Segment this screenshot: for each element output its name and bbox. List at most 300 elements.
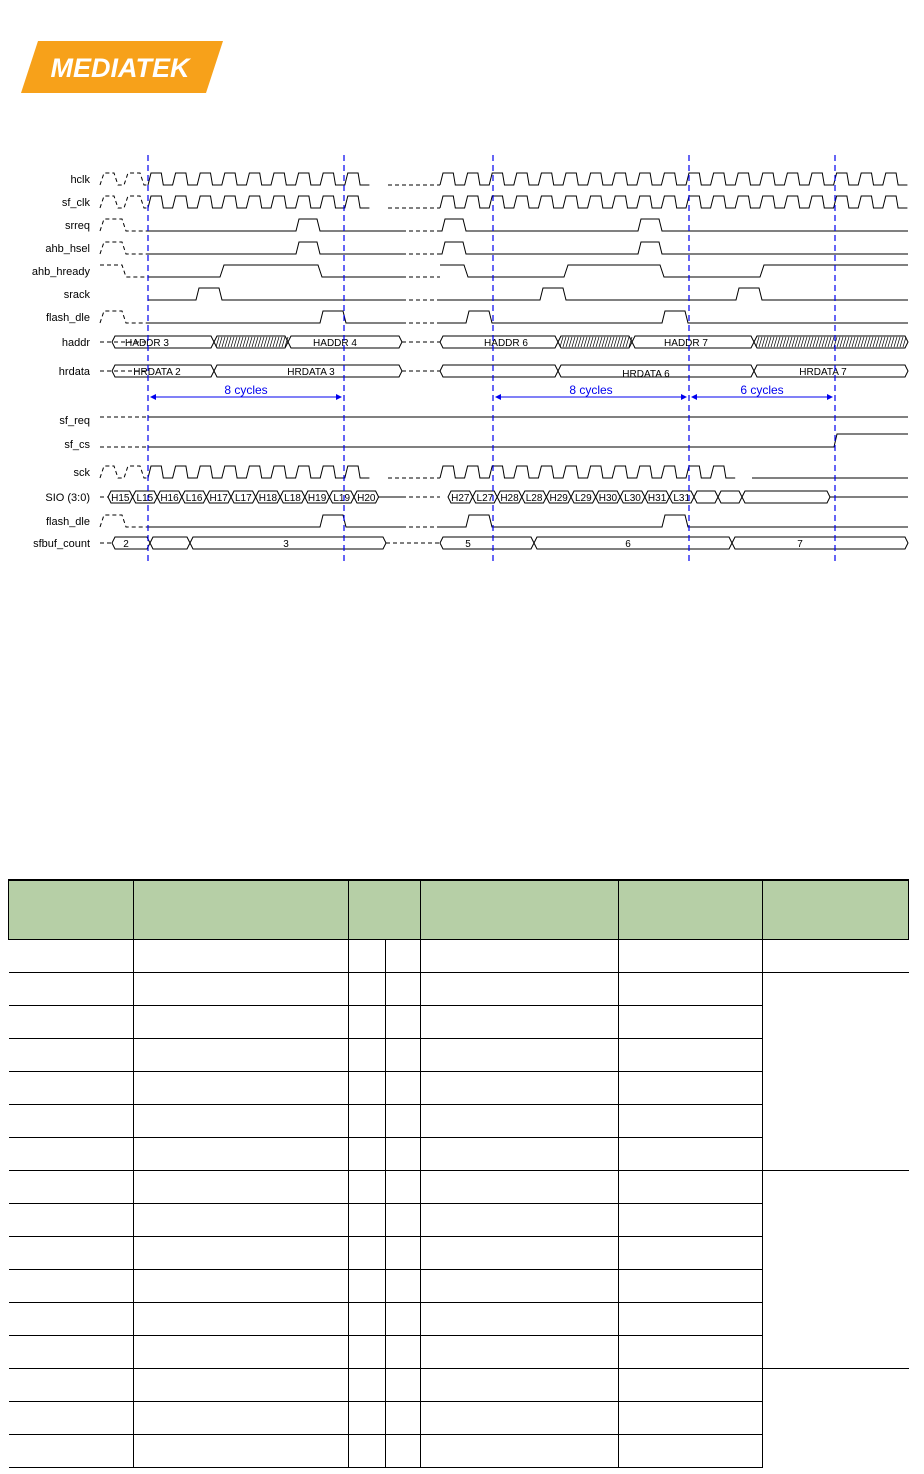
hatch-line	[822, 337, 825, 347]
table-cell	[134, 1369, 349, 1402]
table-cell	[9, 1303, 134, 1336]
mediatek-logo	[20, 40, 224, 94]
hatch-line	[614, 337, 617, 347]
srreq-wave	[440, 219, 908, 231]
table-cell	[386, 1138, 421, 1171]
hatch-line	[864, 337, 867, 347]
table-cell	[9, 1435, 134, 1468]
table-cell	[619, 1105, 763, 1138]
table-header-row	[9, 880, 909, 940]
sfbuf-segment	[112, 537, 150, 549]
haddr-label: HADDR 4	[313, 338, 357, 349]
signal-label: hrdata	[58, 366, 90, 378]
signal-label: flash_dle	[45, 312, 90, 324]
hatch-line	[789, 337, 792, 347]
table-header-cell	[619, 880, 763, 940]
srreq-wave	[148, 219, 402, 231]
cycle-label: 8 cycles	[569, 383, 613, 397]
table-cell	[619, 1006, 763, 1039]
table-cell	[349, 1336, 386, 1369]
table-cell	[421, 1171, 619, 1204]
signal-label: hclk	[70, 174, 90, 186]
signal-label: sf_req	[59, 415, 90, 427]
table-cell	[134, 973, 349, 1006]
table-cell	[134, 1072, 349, 1105]
hatch-line	[786, 337, 789, 347]
table-cell	[386, 1435, 421, 1468]
signal-label: sf_clk	[61, 197, 90, 209]
table-cell	[9, 1204, 134, 1237]
hatch-line	[798, 337, 801, 347]
hatch-line	[270, 337, 273, 347]
hatch-line	[777, 337, 780, 347]
table-cell	[619, 1336, 763, 1369]
table-cell	[421, 940, 619, 973]
hatch-line	[894, 337, 897, 347]
table-header-cell	[763, 880, 909, 940]
hrdata-segment	[440, 365, 558, 377]
hatch-line	[885, 337, 888, 347]
hatch-line	[840, 337, 843, 347]
hrdata-label: HRDATA 6	[622, 369, 670, 380]
table-header-cell	[9, 880, 134, 940]
sfbuf-segment	[732, 537, 908, 549]
table-cell	[134, 1270, 349, 1303]
hatch-line	[807, 337, 810, 347]
table-cell	[619, 1138, 763, 1171]
table-cell	[421, 1006, 619, 1039]
hatch-line	[626, 337, 629, 347]
hatch-line	[566, 337, 569, 347]
srreq-wave-pre	[100, 219, 148, 231]
haddr-label: HADDR 7	[664, 338, 708, 349]
hatch-line	[903, 337, 906, 347]
hatch-line	[783, 337, 786, 347]
register-table	[8, 879, 909, 1468]
hatch-line	[828, 337, 831, 347]
table-cell	[763, 973, 909, 1171]
table-cell	[349, 1105, 386, 1138]
sio-label: H18	[258, 493, 278, 504]
cycle-arrow-head	[495, 394, 501, 400]
hatch-line	[759, 337, 762, 347]
hatch-line	[590, 337, 593, 347]
hatch-line	[849, 337, 852, 347]
clock-wave	[148, 173, 369, 185]
hatch-line	[596, 337, 599, 347]
flash-dle2-wave-pre	[100, 515, 148, 527]
table-cell	[386, 1402, 421, 1435]
sfbuf-label: 6	[625, 539, 631, 550]
table-cell	[386, 1039, 421, 1072]
hatch-line	[219, 337, 222, 347]
table-cell	[421, 1336, 619, 1369]
hatch-line	[252, 337, 255, 347]
brand-name: MEDIATEK	[50, 53, 190, 83]
table-cell	[134, 940, 349, 973]
sio-label: H29	[549, 493, 568, 504]
table-cell	[134, 1237, 349, 1270]
hatch-line	[273, 337, 276, 347]
hatch-line	[608, 337, 611, 347]
flash-dle-wave-pre	[100, 311, 148, 323]
table-cell	[619, 1039, 763, 1072]
sio-label: H31	[647, 493, 667, 504]
table-cell	[619, 1204, 763, 1237]
hrdata-label: HRDATA 2	[133, 367, 181, 378]
hatch-line	[279, 337, 282, 347]
table-cell	[134, 1105, 349, 1138]
table-cell	[349, 1270, 386, 1303]
table-cell	[349, 1204, 386, 1237]
timing-diagram	[0, 150, 924, 570]
sio-label: L31	[673, 493, 691, 504]
sio-label: H15	[111, 493, 130, 504]
table-cell	[9, 1171, 134, 1204]
sck-wave	[440, 466, 735, 478]
signal-label: flash_dle	[45, 516, 90, 528]
hatch-line	[623, 337, 626, 347]
hatch-line	[243, 337, 246, 347]
sio-label: H30	[598, 493, 618, 504]
table-cell	[134, 1039, 349, 1072]
clock-wave	[440, 196, 907, 208]
hatch-line	[228, 337, 231, 347]
signal-labels	[32, 174, 91, 550]
table-cell	[619, 1435, 763, 1468]
sio-slot	[742, 491, 830, 503]
hatch-line	[897, 337, 900, 347]
sfbuf-label: 2	[123, 539, 129, 550]
signal-label: sfbuf_count	[33, 538, 90, 550]
table-cell	[763, 940, 909, 973]
table-cell	[386, 1336, 421, 1369]
hatch-line	[258, 337, 261, 347]
hatch-line	[879, 337, 882, 347]
table-row	[9, 1171, 909, 1204]
signal-label: sck	[73, 467, 90, 479]
clock-wave	[440, 173, 907, 185]
table-row	[9, 1369, 909, 1402]
hatch-line	[846, 337, 849, 347]
hatch-line	[843, 337, 846, 347]
hatch-line	[762, 337, 765, 347]
cycle-arrow-head	[691, 394, 697, 400]
hatch-line	[900, 337, 903, 347]
table-cell	[349, 1138, 386, 1171]
table-cell	[349, 1237, 386, 1270]
hatch-line	[891, 337, 894, 347]
hatch-line	[216, 337, 219, 347]
hatch-line	[560, 337, 563, 347]
sfbuf-label: 5	[465, 539, 471, 550]
table-cell	[9, 1237, 134, 1270]
hatch-line	[617, 337, 620, 347]
table-cell	[421, 1237, 619, 1270]
sio-label: H19	[307, 493, 327, 504]
cycle-arrow-head	[681, 394, 687, 400]
table-cell	[9, 1039, 134, 1072]
table-cell	[9, 1105, 134, 1138]
hatch-line	[237, 337, 240, 347]
table-cell	[763, 1369, 909, 1468]
table-cell	[421, 1105, 619, 1138]
hatch-line	[261, 337, 264, 347]
table-cell	[619, 973, 763, 1006]
haddr-label: HADDR 6	[484, 338, 528, 349]
sio-label: L19	[333, 493, 351, 504]
hatch-line	[572, 337, 575, 347]
table-cell	[134, 1435, 349, 1468]
table-cell	[349, 1369, 386, 1402]
hatch-line	[873, 337, 876, 347]
sf-cs-wave	[148, 434, 908, 447]
sio-slot	[718, 491, 742, 503]
signal-label: ahb_hready	[31, 266, 90, 278]
hatch-line	[888, 337, 891, 347]
table-cell	[349, 1303, 386, 1336]
table-cell	[9, 1138, 134, 1171]
table-cell	[349, 1006, 386, 1039]
sio-label: H28	[500, 493, 519, 504]
hatch-line	[578, 337, 581, 347]
cycle-arrow-head	[150, 394, 156, 400]
hready-pre	[100, 265, 148, 277]
table-cell	[349, 1039, 386, 1072]
flash-dle-wave	[440, 311, 908, 323]
hatch-line	[581, 337, 584, 347]
flash-dle2-wave	[148, 515, 402, 527]
table-cell	[9, 973, 134, 1006]
clock-pre	[100, 196, 148, 208]
table-cell	[134, 1171, 349, 1204]
hatch-line	[756, 337, 759, 347]
signal-label: SIO (3:0)	[45, 492, 90, 504]
sfbuf-label: 7	[797, 539, 803, 550]
table-cell	[349, 1072, 386, 1105]
table-cell	[619, 940, 763, 973]
cycle-arrow-head	[336, 394, 342, 400]
hatch-line	[876, 337, 879, 347]
sfbuf-segment	[150, 537, 190, 549]
table-cell	[134, 1006, 349, 1039]
sfbuf-label: 3	[283, 539, 289, 550]
hatch-line	[771, 337, 774, 347]
hatch-line	[801, 337, 804, 347]
table-cell	[421, 1435, 619, 1468]
flash-dle-wave	[148, 311, 402, 323]
hatch-line	[768, 337, 771, 347]
hatch-line	[819, 337, 822, 347]
hatch-line	[825, 337, 828, 347]
table-cell	[134, 1138, 349, 1171]
sio-label: H27	[451, 493, 470, 504]
hatch-line	[792, 337, 795, 347]
sio-label: L15	[136, 493, 154, 504]
hatch-line	[599, 337, 602, 347]
table-cell	[421, 1270, 619, 1303]
table-cell	[349, 1171, 386, 1204]
table-cell	[619, 1303, 763, 1336]
table-header-cell	[134, 880, 349, 940]
table-cell	[386, 1303, 421, 1336]
hatch-line	[593, 337, 596, 347]
table-cell	[421, 1369, 619, 1402]
sio-label: H20	[357, 493, 376, 504]
table-row	[9, 940, 909, 973]
hatch-line	[861, 337, 864, 347]
hrdata-label: HRDATA 7	[799, 367, 847, 378]
table-cell	[9, 1369, 134, 1402]
table-cell	[386, 1369, 421, 1402]
hatch-line	[795, 337, 798, 347]
table-header-cell	[349, 880, 421, 940]
table-cell	[134, 1303, 349, 1336]
hatch-line	[240, 337, 243, 347]
table-cell	[349, 940, 386, 973]
sio-slot	[694, 491, 718, 503]
hatch-line	[255, 337, 258, 347]
table-cell	[386, 1072, 421, 1105]
signal-label: sf_cs	[64, 439, 90, 451]
table-cell	[9, 1336, 134, 1369]
sio-label: L16	[185, 493, 203, 504]
hatch-line	[563, 337, 566, 347]
hatch-line	[867, 337, 870, 347]
clock-pre	[100, 173, 148, 185]
sio-label: H16	[160, 493, 179, 504]
hatch-line	[774, 337, 777, 347]
hatch-line	[231, 337, 234, 347]
signal-label: haddr	[61, 337, 90, 349]
signal-label: srreq	[64, 220, 90, 232]
cycle-label: 6 cycles	[740, 383, 784, 397]
table-cell	[134, 1402, 349, 1435]
bus-labels	[111, 338, 847, 550]
hatch-line	[858, 337, 861, 347]
haddr-label: HADDR 3	[125, 338, 169, 349]
hatch-line	[276, 337, 279, 347]
table-cell	[619, 1402, 763, 1435]
hatch-line	[246, 337, 249, 347]
table-cell	[349, 1402, 386, 1435]
flash-dle2-wave	[440, 515, 908, 527]
table-cell	[9, 1270, 134, 1303]
signal-label: ahb_hsel	[45, 243, 90, 255]
sio-label: L29	[574, 493, 592, 504]
table-cell	[386, 1105, 421, 1138]
hready-wave	[148, 265, 402, 277]
hatch-line	[611, 337, 614, 347]
clock-wave	[148, 196, 369, 208]
hatch-line	[584, 337, 587, 347]
sio-label: L17	[234, 493, 252, 504]
hatch-line	[852, 337, 855, 347]
hatch-line	[813, 337, 816, 347]
sio-label: L30	[624, 493, 641, 504]
table-cell	[421, 1039, 619, 1072]
table-cell	[421, 1072, 619, 1105]
hatch-line	[267, 337, 270, 347]
table-cell	[349, 1435, 386, 1468]
hatch-line	[587, 337, 590, 347]
table-cell	[421, 1402, 619, 1435]
signal-label: srack	[63, 289, 90, 301]
table-cell	[386, 1171, 421, 1204]
table-cell	[386, 940, 421, 973]
table-cell	[421, 1138, 619, 1171]
hatch-line	[855, 337, 858, 347]
table-cell	[9, 1006, 134, 1039]
table-cell	[386, 1237, 421, 1270]
hatch-line	[816, 337, 819, 347]
ahb-hsel-wave-pre	[100, 242, 148, 254]
hatch-line	[249, 337, 252, 347]
table-cell	[349, 973, 386, 1006]
sck-pre	[100, 466, 148, 478]
table-cell	[386, 1006, 421, 1039]
sio-label: L27	[476, 493, 494, 504]
hatch-line	[225, 337, 228, 347]
hatch-line	[282, 337, 285, 347]
sio-label: L28	[525, 493, 543, 504]
table-cell	[421, 973, 619, 1006]
hrdata-label: HRDATA 3	[287, 367, 335, 378]
table-cell	[134, 1204, 349, 1237]
ahb-hsel-wave	[148, 242, 402, 254]
table-cell	[134, 1336, 349, 1369]
hatch-line	[569, 337, 572, 347]
hatch-line	[837, 337, 840, 347]
hatch-line	[575, 337, 578, 347]
table-cell	[421, 1204, 619, 1237]
hatch-line	[831, 337, 834, 347]
hatch-line	[620, 337, 623, 347]
hatch-line	[870, 337, 873, 347]
sck-wave	[148, 466, 369, 478]
sio-label: L18	[284, 493, 301, 504]
cycle-arrow-head	[827, 394, 833, 400]
table-cell	[619, 1270, 763, 1303]
table-cell	[619, 1237, 763, 1270]
table-cell	[763, 1171, 909, 1369]
hatch-line	[234, 337, 237, 347]
table-header-cell	[421, 880, 619, 940]
sio-label: H17	[209, 493, 228, 504]
hatch-line	[882, 337, 885, 347]
hatch-line	[810, 337, 813, 347]
table-cell	[9, 1072, 134, 1105]
table-cell	[619, 1369, 763, 1402]
srack-wave	[440, 288, 908, 300]
cycle-label: 8 cycles	[224, 383, 268, 397]
table-cell	[619, 1072, 763, 1105]
hatch-line	[804, 337, 807, 347]
table-cell	[386, 973, 421, 1006]
table-row	[9, 973, 909, 1006]
hatch-line	[765, 337, 768, 347]
table-cell	[421, 1303, 619, 1336]
sfbuf-segment	[440, 537, 534, 549]
table-cell	[619, 1171, 763, 1204]
table-cell	[9, 940, 134, 973]
hready-wave	[440, 265, 908, 277]
table-cell	[9, 1402, 134, 1435]
hatch-line	[605, 337, 608, 347]
ahb-hsel-wave	[440, 242, 908, 254]
hatch-line	[780, 337, 783, 347]
table-cell	[386, 1204, 421, 1237]
